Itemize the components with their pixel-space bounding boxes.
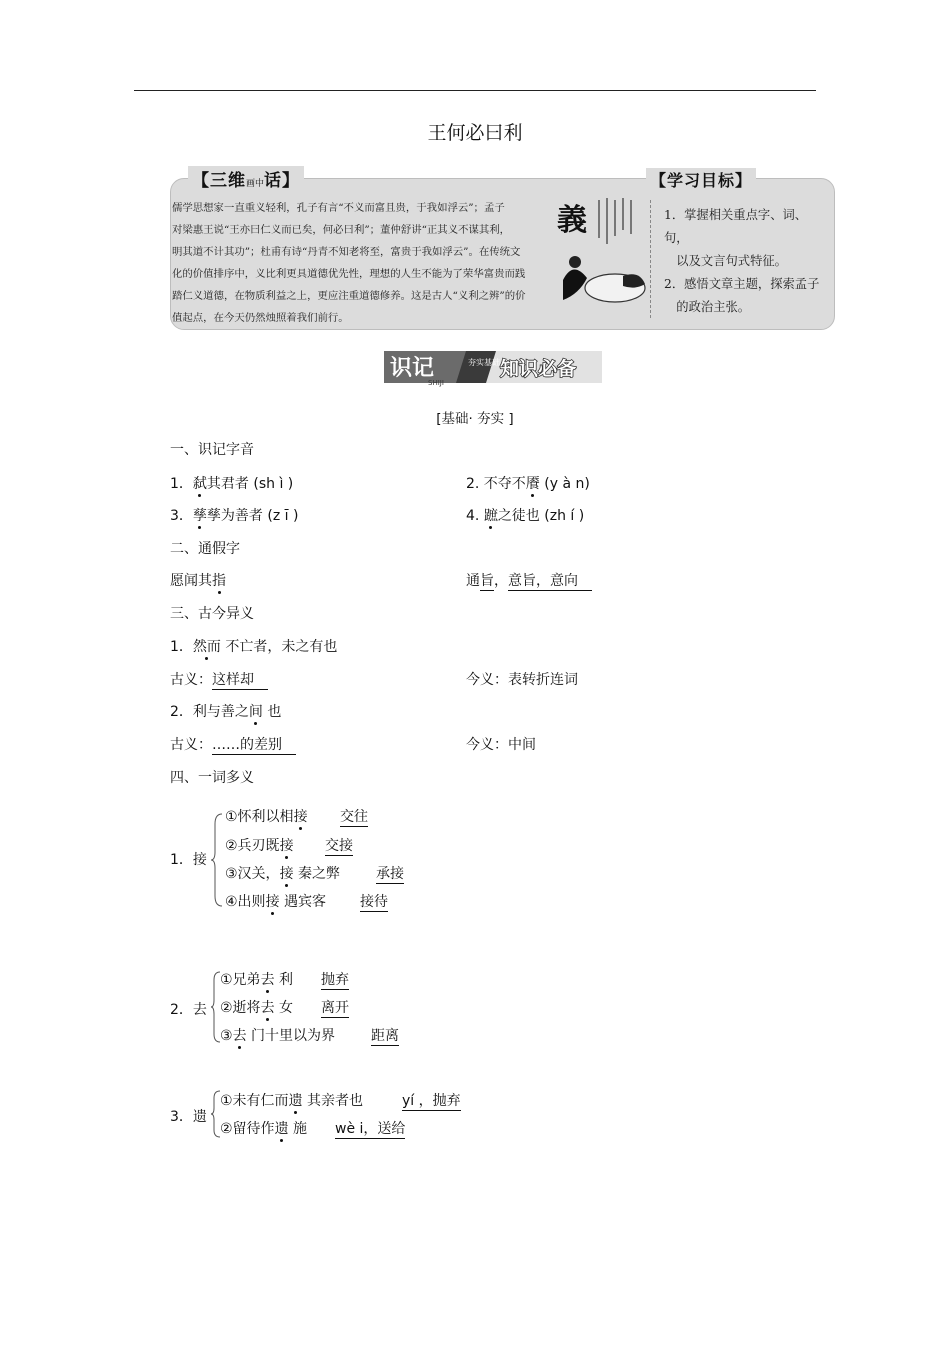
polysemy-row: ③汉关，接 秦之弊 [225,863,340,883]
intro-line: 儒学思想家一直重义轻利，孔子有言“不义而富且贵，于我如浮云”；孟子 [172,202,505,214]
polysemy-row: ②兵刃既接 [225,835,294,855]
goal-line: 1．掌握相关重点字、词、句， [664,208,808,245]
polysemy-answer: 抛弃 [321,972,349,988]
polysemy-row: ③去 门十里以为界 [220,1025,335,1045]
learning-goals [664,204,824,319]
section-header [384,349,602,387]
gujin-modern: 今义：中间 [466,737,536,753]
banner-divider [650,200,651,318]
polysemy-row: ④出则接 遇宾客 [225,891,326,911]
polysemy-row: ①未有仁而遗 其亲者也 [220,1090,363,1110]
page-title: 王何必曰利 [427,122,523,144]
section-subtitle: [基础· 夯实 ] [436,411,514,427]
polysemy-row: ①兄弟去 利 [220,969,293,989]
pronunciation-item: 2. 不夺不餍 (y à n) [466,473,590,493]
polysemy-label: 1．接 [170,852,207,868]
polysemy-answer: wè i，送给 [335,1121,406,1137]
section-header-mid: 夯实基础 [468,358,500,367]
polysemy-row: ②逝将去 女 [220,997,293,1017]
polysemy-answer: 接待 [360,894,388,910]
polysemy-row: ②留待作遗 施 [220,1118,307,1138]
gujin-item: 2．利与善之间 也 [170,701,281,721]
banner-left-tag: 【三维画中话】 [188,166,304,191]
intro-line: 踏仁义道德，在物质利益之上，更应注重道德修养。这是古人“义利之辨”的价 [172,290,526,302]
pronunciation-item: 4. 蹠之徒也 (zh í ) [466,505,584,525]
goal-line: 2．感悟文章主题，探索孟子 [664,277,820,291]
calligraphy-illustration [553,190,649,316]
part2-heading: 二、通假字 [170,541,240,557]
pronunciation-item: 1．弑其君者 (sh ì ) [170,473,293,493]
polysemy-answer: 交接 [325,838,353,854]
polysemy-label: 3．遗 [170,1109,207,1125]
tongjia-item: 愿闻其指 [170,570,226,590]
intro-line: 值起点，在今天仍然烛照着我们前行。 [172,312,349,324]
section-header-pinyin: SHIJI [428,379,444,387]
polysemy-answer: yí ，抛弃 [402,1093,461,1109]
calligraphy-char: 義 [557,203,587,238]
part4-heading: 四、一词多义 [170,770,254,786]
gujin-ancient: 古义：……的差别 [170,734,296,754]
brace-icon [210,812,224,908]
banner-intro-text [172,197,544,329]
header-rule [134,90,816,91]
intro-line: 明其道不计其功”；杜甫有诗“丹青不知老将至，富贵于我如浮云”。在传统文 [172,246,521,258]
gujin-item: 1．然而 不亡者，未之有也 [170,636,337,656]
gujin-ancient: 古义：这样却 [170,669,268,689]
polysemy-answer: 距离 [371,1028,399,1044]
polysemy-answer: 交往 [340,809,368,825]
part1-heading: 一、识记字音 [170,442,254,458]
goal-line: 以及文言句式特征。 [664,254,787,268]
polysemy-answer: 承接 [376,866,404,882]
pronunciation-item: 3．孳孳为善者 (z ī ) [170,505,298,525]
tongjia-answer: 通旨，意旨，意向 [466,570,592,590]
part3-heading: 三、古今异义 [170,606,254,622]
polysemy-label: 2．去 [170,1002,207,1018]
section-header-main: 识记 [390,356,435,381]
section-header-right: 知识必备 [500,358,577,380]
polysemy-row: ①怀利以相接 [225,806,308,826]
banner-right-tag: 【学习目标】 [646,168,756,191]
intro-line: 化的价值排序中，义比利更具道德优先性，理想的人生不能为了荣华富贵而践 [172,268,526,280]
polysemy-answer: 离开 [321,1000,349,1016]
goal-line: 的政治主张。 [664,300,751,314]
intro-line: 对梁惠王说“王亦曰仁义而已矣，何必曰利”；董仲舒讲“正其义不谋其利， [172,224,511,236]
gujin-modern: 今义：表转折连词 [466,672,578,688]
